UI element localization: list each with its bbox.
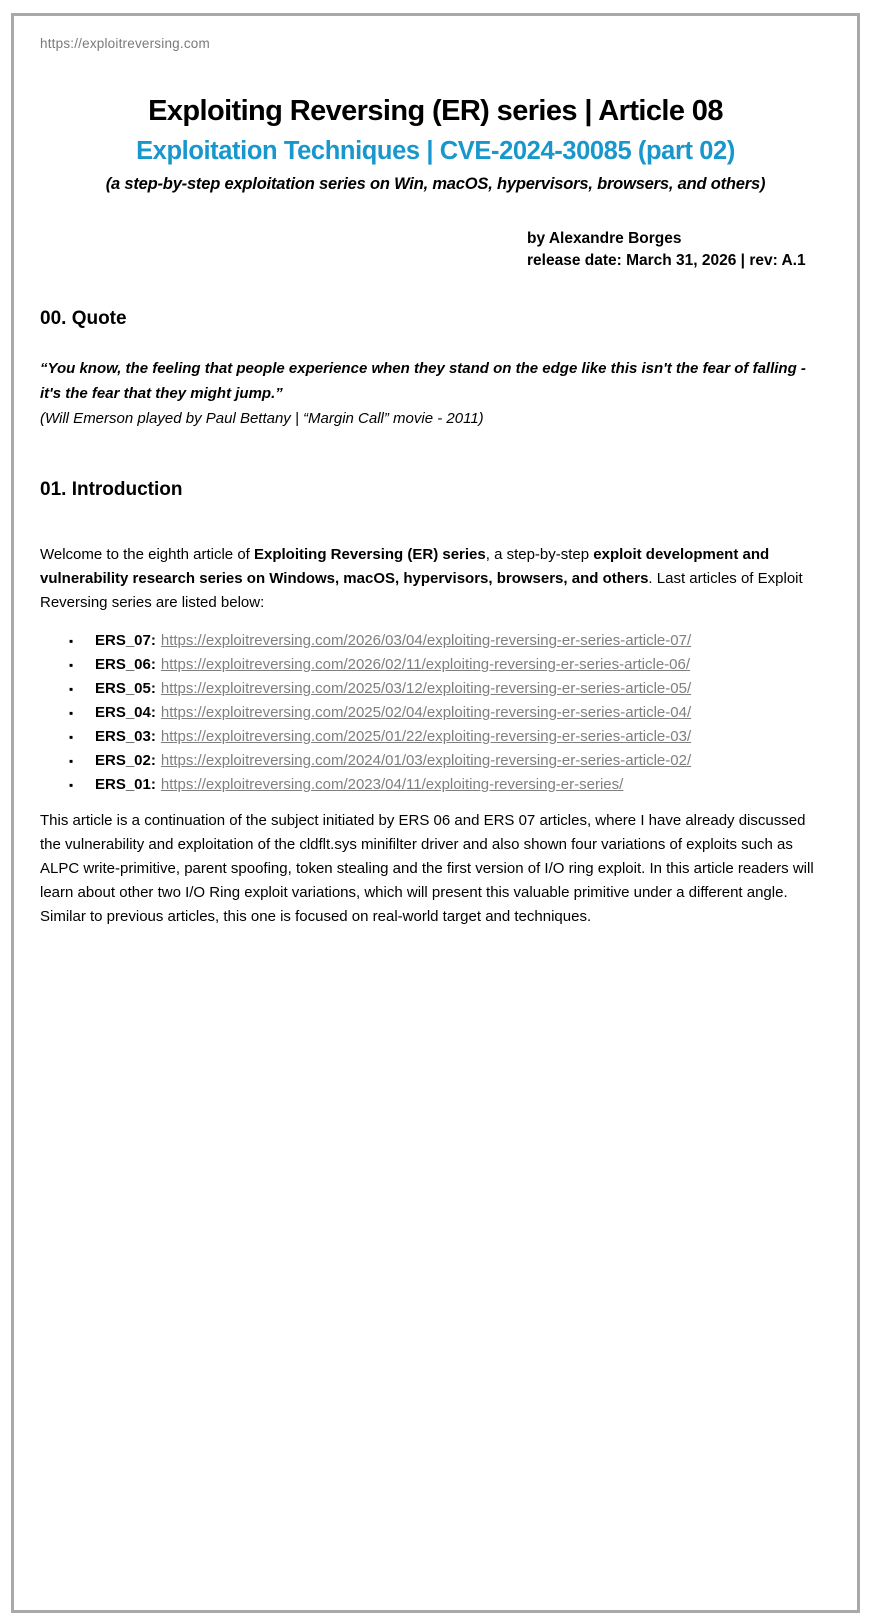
article-list-item bbox=[40, 653, 831, 677]
quote-block bbox=[40, 356, 828, 431]
section-heading-quote: 00. Quote bbox=[40, 308, 127, 329]
article-list bbox=[40, 629, 831, 797]
section-heading-introduction: 01. Introduction bbox=[40, 479, 183, 500]
bullet-icon: ▪ bbox=[69, 754, 74, 768]
document-page bbox=[11, 13, 860, 1613]
quote-attribution: (Will Emerson played by Paul Bettany | “Margin Call” movie - 2011) bbox=[40, 410, 484, 427]
article-title: Exploiting Reversing (ER) series | Article 08 bbox=[148, 95, 723, 127]
article-label: ERS_01: bbox=[95, 776, 156, 793]
article-label: ERS_03: bbox=[95, 728, 156, 745]
article-list-item bbox=[40, 725, 831, 749]
intro-bold-series-name: Exploiting Reversing (ER) series bbox=[254, 546, 486, 563]
article-list-item bbox=[40, 773, 831, 797]
article-label: ERS_02: bbox=[95, 752, 156, 769]
byline bbox=[527, 228, 831, 272]
article-list-item bbox=[40, 677, 831, 701]
article-label: ERS_06: bbox=[95, 656, 156, 673]
article-list-item bbox=[40, 701, 831, 725]
bullet-icon: ▪ bbox=[69, 706, 74, 720]
article-link[interactable]: https://exploitreversing.com/2025/03/12/exploiting-reversing-er-series-article-05/ bbox=[160, 680, 692, 697]
quote-text: “You know, the feeling that people experience when they stand on the edge like this isn't the fear of falling - it's the fear that they might jump.” bbox=[40, 360, 806, 402]
site-url: https://exploitreversing.com bbox=[40, 36, 210, 51]
article-label: ERS_05: bbox=[95, 680, 156, 697]
intro-text-segment: , a step-by-step bbox=[485, 546, 594, 563]
article-link[interactable]: https://exploitreversing.com/2026/03/04/exploiting-reversing-er-series-article-07/ bbox=[160, 632, 692, 649]
byline-release-date: release date: March 31, 2026 | rev: A.1 bbox=[527, 252, 806, 269]
page-content bbox=[14, 16, 857, 929]
bullet-icon: ▪ bbox=[69, 682, 74, 696]
closing-paragraph: This article is a continuation of the subject initiated by ERS 06 and ERS 07 articles, where I have already discussed the vulnerability and exploitation of the cldflt.sys minifilter driver and also shown four variations of exploits such as ALPC write-primitive, parent spoofing, token stealing and the first version of I/O ring exploit. In this article readers will learn about other two I/O Ring exploit variations, which will present this valuable primitive under a different angle. Similar to previous articles, this one is focused on real-world target and techniques. bbox=[40, 812, 814, 925]
article-list-item bbox=[40, 629, 831, 653]
article-link[interactable]: https://exploitreversing.com/2026/02/11/exploiting-reversing-er-series-article-06/ bbox=[160, 656, 691, 673]
article-link[interactable]: https://exploitreversing.com/2023/04/11/exploiting-reversing-er-series/ bbox=[160, 776, 624, 793]
intro-text-segment: . Last articles of Exploit Reversing series are listed below: bbox=[40, 570, 803, 611]
intro-bold-description: exploit development and vulnerability research series on Windows, macOS, hypervisors, browsers, and others bbox=[40, 546, 770, 587]
bullet-icon: ▪ bbox=[69, 778, 74, 792]
article-link[interactable]: https://exploitreversing.com/2025/01/22/exploiting-reversing-er-series-article-03/ bbox=[160, 728, 692, 745]
intro-paragraph bbox=[40, 543, 828, 615]
bullet-icon: ▪ bbox=[69, 658, 74, 672]
article-tagline: (a step-by-step exploitation series on Win, macOS, hypervisors, browsers, and others) bbox=[105, 175, 766, 193]
byline-author: by Alexandre Borges bbox=[527, 230, 682, 247]
bullet-icon: ▪ bbox=[69, 634, 74, 648]
article-link[interactable]: https://exploitreversing.com/2025/02/04/exploiting-reversing-er-series-article-04/ bbox=[160, 704, 692, 721]
bullet-icon: ▪ bbox=[69, 730, 74, 744]
article-subtitle: Exploitation Techniques | CVE-2024-30085 (part 02) bbox=[136, 137, 735, 165]
intro-text-segment: Welcome to the eighth article of bbox=[40, 546, 254, 563]
article-label: ERS_07: bbox=[95, 632, 156, 649]
article-list-item bbox=[40, 749, 831, 773]
article-link[interactable]: https://exploitreversing.com/2024/01/03/exploiting-reversing-er-series-article-02/ bbox=[160, 752, 692, 769]
article-label: ERS_04: bbox=[95, 704, 156, 721]
